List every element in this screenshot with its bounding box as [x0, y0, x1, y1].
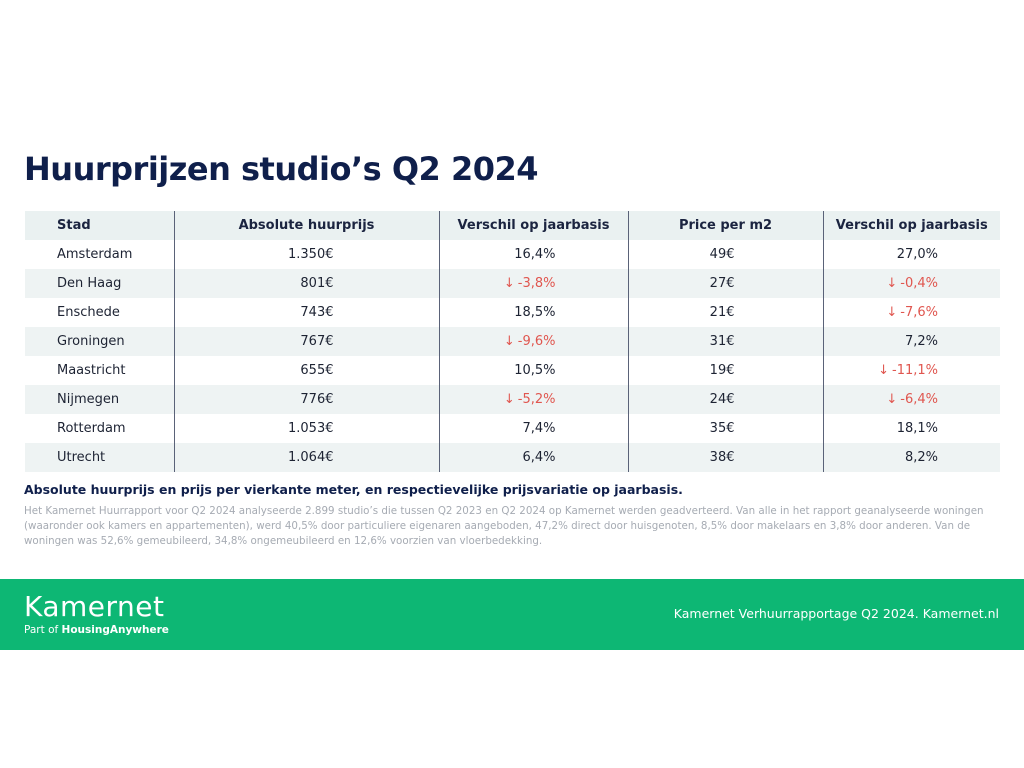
cell-absolute-rent: 655€: [174, 356, 439, 385]
tagline-prefix: Part of: [24, 624, 62, 636]
kamernet-logo: Kamernet: [24, 590, 165, 623]
cell-absolute-rent: 743€: [174, 298, 439, 327]
down-arrow-icon: ↓: [503, 334, 515, 349]
negative-change-value: -6,4%: [900, 392, 938, 407]
table-header-row: [25, 211, 1000, 240]
table-row: [25, 443, 1000, 472]
cell-price-per-m2: 21€: [628, 298, 823, 327]
cell-city: Enschede: [25, 298, 174, 327]
cell-price-per-m2: 35€: [628, 414, 823, 443]
table-row: [25, 414, 1000, 443]
cell-yearly-change-m2: 7,2%: [823, 327, 1000, 356]
cell-price-per-m2: 27€: [628, 269, 823, 298]
table-caption: Absolute huurprijs en prijs per vierkante meter, en respectievelijke prijsvariatie op jaarbasis.: [24, 482, 683, 497]
cell-yearly-change-rent: [439, 327, 628, 356]
header-absolute-rent: Absolute huurprijs: [174, 211, 439, 240]
cell-yearly-change-m2: [823, 385, 1000, 414]
cell-yearly-change-rent: 7,4%: [439, 414, 628, 443]
cell-yearly-change-m2: 8,2%: [823, 443, 1000, 472]
table-row: [25, 385, 1000, 414]
cell-price-per-m2: 24€: [628, 385, 823, 414]
cell-price-per-m2: 31€: [628, 327, 823, 356]
table-row: [25, 356, 1000, 385]
negative-change-value: -11,1%: [892, 363, 938, 378]
header-price-per-m2: Price per m2: [628, 211, 823, 240]
cell-yearly-change-rent: 10,5%: [439, 356, 628, 385]
cell-yearly-change-rent: [439, 385, 628, 414]
header-yearly-change-m2: Verschil op jaarbasis: [823, 211, 1000, 240]
table-row: [25, 327, 1000, 356]
footer-source: Kamernet Verhuurrapportage Q2 2024. Kamernet.nl: [673, 606, 999, 621]
negative-change-value: -7,6%: [900, 305, 938, 320]
methodology-note: Het Kamernet Huurrapport voor Q2 2024 analyseerde 2.899 studio’s die tussen Q2 2023 en Q2 2024 op Kamernet werden geadverteerd. Van alle in het rapport geanalyseerde woningen (waaronder ook kamers en appartementen), werd 40,5% door particuliere eigenaren aangeboden, 47,2% direct door huisgenoten, 8,5% door makelaars en 3,8% door anderen. Van de woningen was 52,6% gemeubileerd, 34,8% ongemeubileerd en 12,6% voorzien van vloerbedekking.: [24, 505, 984, 547]
table-row: [25, 269, 1000, 298]
page-title: Huurprijzen studio’s Q2 2024: [24, 150, 538, 188]
cell-city: Groningen: [25, 327, 174, 356]
logo-tagline: [24, 624, 169, 636]
cell-absolute-rent: 1.350€: [174, 240, 439, 269]
header-city: Stad: [25, 211, 174, 240]
negative-change-value: -0,4%: [900, 276, 938, 291]
cell-yearly-change-m2: [823, 356, 1000, 385]
cell-city: Rotterdam: [25, 414, 174, 443]
cell-price-per-m2: 49€: [628, 240, 823, 269]
negative-change-value: -5,2%: [517, 392, 556, 407]
negative-change-value: -9,6%: [517, 334, 556, 349]
cell-city: Den Haag: [25, 269, 174, 298]
cell-yearly-change-m2: 27,0%: [896, 247, 938, 262]
cell-yearly-change-rent: 6,4%: [439, 443, 628, 472]
cell-city: Amsterdam: [25, 240, 174, 269]
down-arrow-icon: ↓: [503, 392, 515, 407]
down-arrow-icon: ↓: [878, 363, 889, 378]
table-row: [25, 240, 1000, 269]
cell-yearly-change-m2: [823, 269, 1000, 298]
cell-city: Utrecht: [25, 443, 174, 472]
cell-yearly-change-m2: 18,1%: [896, 421, 938, 436]
down-arrow-icon: ↓: [886, 276, 898, 291]
table-body: [25, 240, 1000, 472]
cell-price-per-m2: 19€: [628, 356, 823, 385]
negative-change-value: -3,8%: [517, 276, 556, 291]
table-row: [25, 298, 1000, 327]
tagline-brand: HousingAnywhere: [61, 624, 169, 636]
down-arrow-icon: ↓: [503, 276, 515, 291]
cell-price-per-m2: 38€: [628, 443, 823, 472]
cell-yearly-change-rent: [439, 269, 628, 298]
cell-absolute-rent: 767€: [174, 327, 439, 356]
cell-yearly-change-rent: 18,5%: [439, 298, 628, 327]
header-yearly-change-rent: Verschil op jaarbasis: [439, 211, 628, 240]
rent-table: [25, 211, 1000, 472]
down-arrow-icon: ↓: [886, 392, 898, 407]
cell-absolute-rent: 1.064€: [174, 443, 439, 472]
cell-absolute-rent: 776€: [174, 385, 439, 414]
cell-absolute-rent: 801€: [174, 269, 439, 298]
cell-yearly-change-rent: 16,4%: [439, 240, 628, 269]
cell-city: Maastricht: [25, 356, 174, 385]
down-arrow-icon: ↓: [886, 305, 898, 320]
cell-city: Nijmegen: [25, 385, 174, 414]
cell-yearly-change-m2: [823, 298, 1000, 327]
cell-absolute-rent: 1.053€: [174, 414, 439, 443]
